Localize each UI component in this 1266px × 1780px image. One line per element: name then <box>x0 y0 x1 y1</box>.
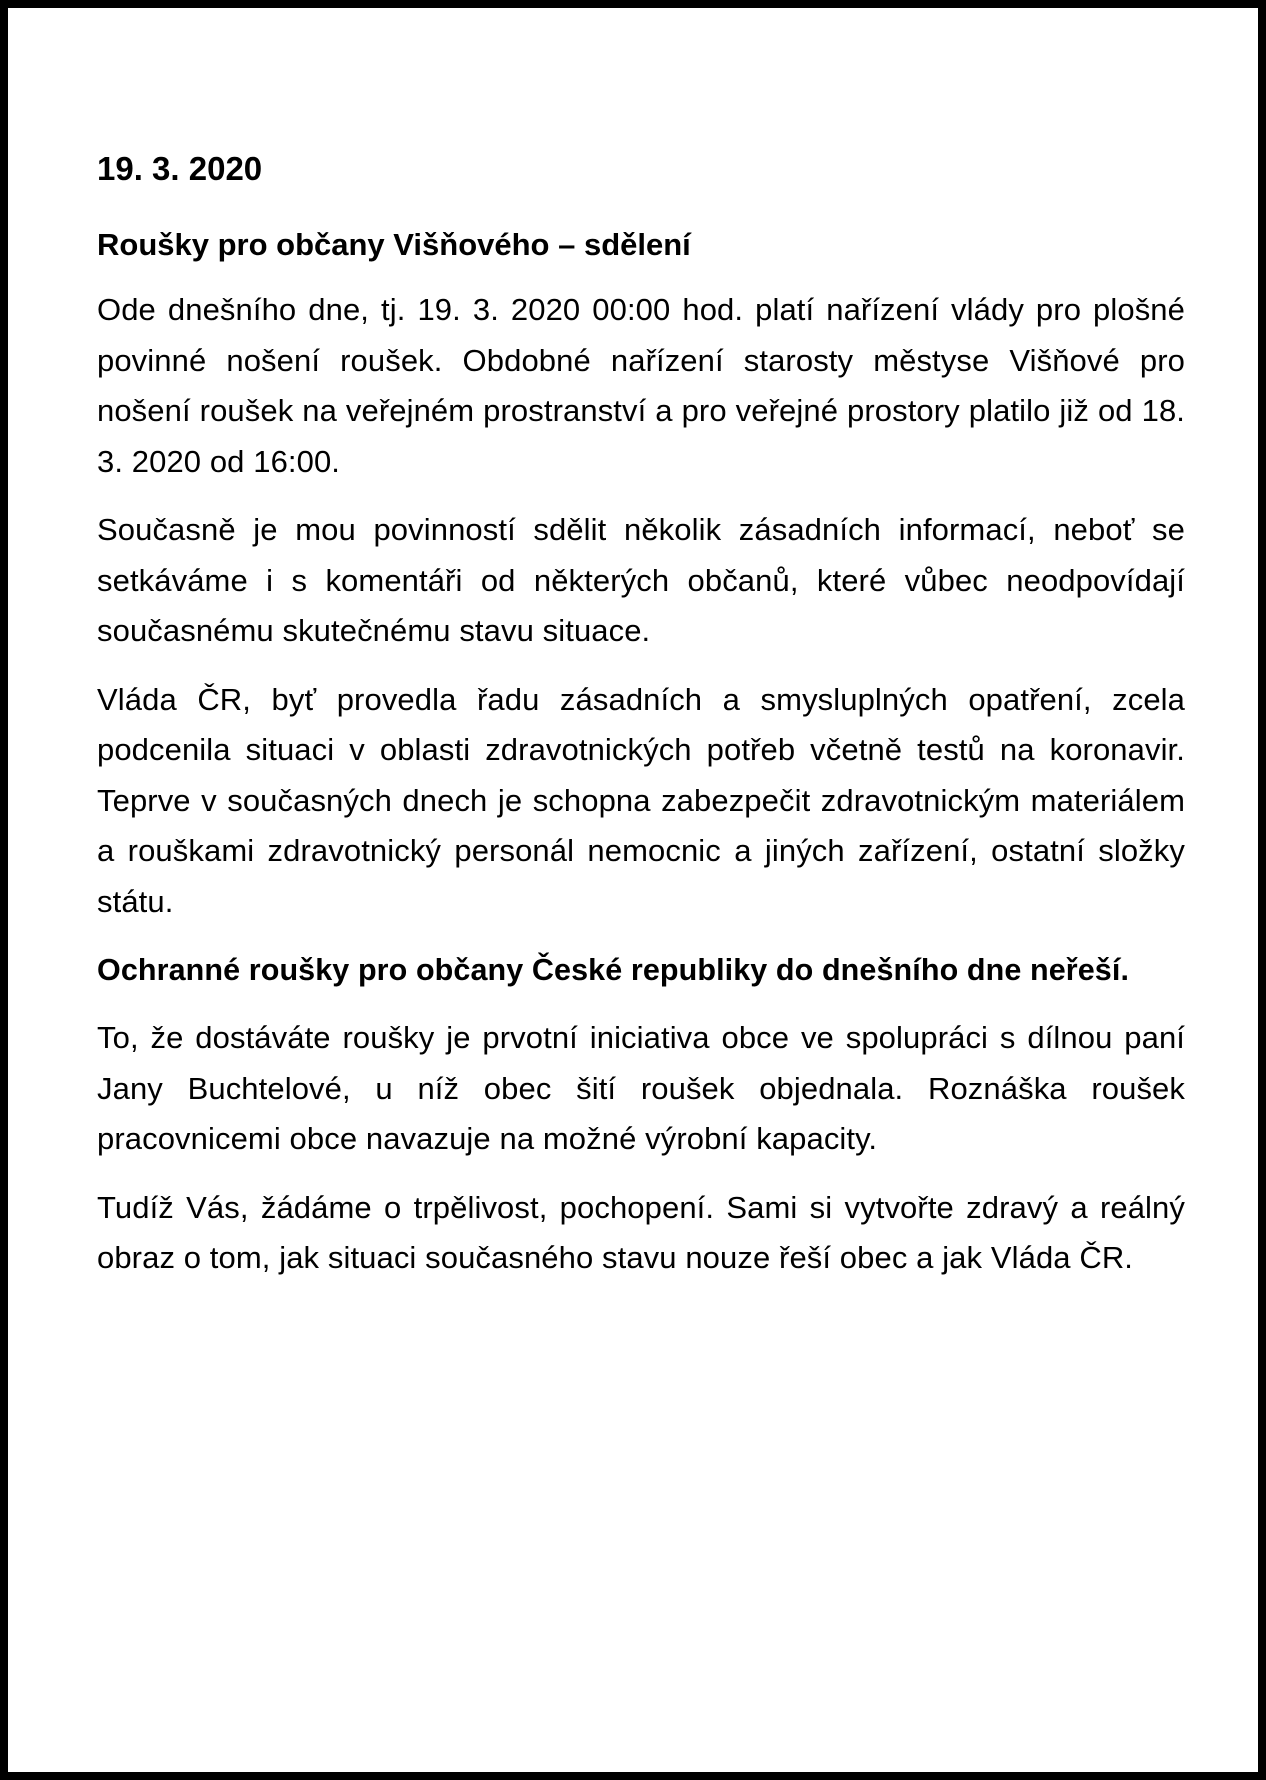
paragraph-initiative: To, že dostáváte roušky je prvotní iniciativa obce ve spolupráci s dílnou paní Jany Buchtelové, u níž obec šití roušek objednala. Roznáška roušek pracovnicemi obce navazuje na možné výrobní kapacity. <box>97 1020 1185 1156</box>
document-body <box>97 143 1185 1302</box>
document-title: Roušky pro občany Višňového – sdělení <box>97 227 691 262</box>
paragraph-government: Vláda ČR, byť provedla řadu zásadních a smysluplných opatření, zcela podcenila situaci v oblasti zdravotnických potřeb včetně testů na koronavir. Teprve v současných dnech je schopna zabezpečit zdravotnickým materiálem a rouškami zdravotnický personál nemocnic a jiných zařízení, ostatní složky státu. <box>97 681 1185 919</box>
paragraph-emphasis: Ochranné roušky pro občany České republiky do dnešního dne neřeší. <box>97 953 1130 987</box>
paragraph-information: Současně je mou povinností sdělit několik zásadních informací, neboť se setkáváme i s komentáři od některých občanů, které vůbec neodpovídají současnému skutečnému stavu situace. <box>97 512 1185 648</box>
document-date: 19. 3. 2020 <box>97 150 263 187</box>
paragraph-regulation: Ode dnešního dne, tj. 19. 3. 2020 00:00 hod. platí nařízení vlády pro plošné povinné nošení roušek. Obdobné nařízení starosty městyse Višňové pro nošení roušek na veřejném prostranství a pro veřejné prostory platilo již od 18. 3. 2020 od 16:00. <box>97 292 1185 479</box>
paragraph-request: Tudíž Vás, žádáme o trpělivost, pochopení. Sami si vytvořte zdravý a reálný obraz o tom, jak situaci současného stavu nouze řeší obec a jak Vláda ČR. <box>97 1189 1185 1275</box>
